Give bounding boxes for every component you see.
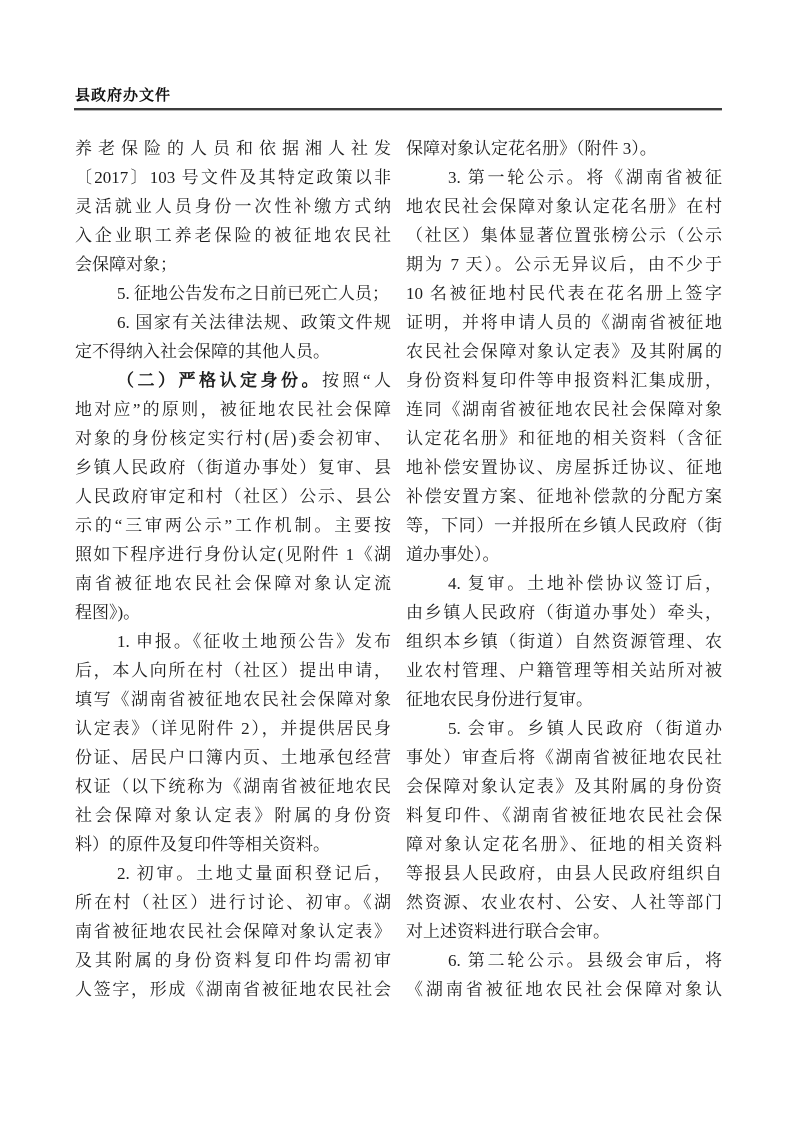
text-line: 料）的原件及复印件等相关资料。 [75,835,330,854]
text-line: 社会保障对象认定表》附属的身份资 [75,806,391,825]
paragraph [75,627,391,859]
text-line: 会保障对象； [75,255,177,274]
text-line: 南省被征地农民社会保障对象认定表》 [75,922,391,941]
paragraph [75,134,391,279]
text-line: 权证（以下统称为《湖南省被征地农民 [75,777,391,796]
paragraph [406,134,722,163]
paragraph [75,308,391,366]
text-line: 会保障对象认定表》及其附属的身份资 [406,777,722,796]
text-line: 地农民社会保障对象认定花名册》在村 [406,197,722,216]
text-line: 料复印件、《湖南省被征地农民社会保 [406,806,722,825]
paragraph [406,714,722,946]
paragraph [75,366,391,627]
paragraph [406,163,722,569]
text-line: 等，下同）一并报所在乡镇人民政府（街 [406,516,722,535]
right-text-column [406,134,722,1004]
text-line: 南省被征地农民社会保障对象认定流 [75,574,391,593]
text-line: 入企业职工养老保险的被征地农民社 [75,226,391,245]
header-rule [74,108,722,111]
text-line: 6. 第二轮公示。县级会审后，将 [448,951,722,970]
paragraph [75,279,391,308]
bold-lead-text: （二）严格认定身份。 [117,371,322,390]
text-line: 后，本人向所在村（社区）提出申请， [75,661,391,680]
text-line: （社区）集体显著位置张榜公示（公示 [406,226,722,245]
text-line: 证明，并将申请人员的《湖南省被征地 [406,313,722,332]
text-line: 然资源、农业农村、公安、人社等部门 [406,893,722,912]
text-line: 征地农民身份进行复审。 [406,690,593,709]
text-line: 期为 7 天）。公示无异议后，由不少于 [406,255,722,274]
text-line: （二）严格认定身份。按照“人 [117,371,392,390]
text-line: 等报县人民政府，由县人民政府组织自 [406,864,722,883]
text-line: 人民政府审定和村（社区）公示、县公 [75,487,391,506]
text-line: 照如下程序进行身份认定(见附件 1《湖 [75,545,391,564]
text-line: 农民社会保障对象认定表》及其附属的 [406,342,722,361]
left-text-column [75,134,391,1004]
text-line: 障对象认定花名册》、征地的相关资料 [406,835,722,854]
text-line: 2. 初审。土地丈量面积登记后， [117,864,391,883]
text-line: 地对应”的原则，被征地农民社会保障 [75,400,391,419]
paragraph [406,569,722,714]
text-line: 保障对象认定花名册》（附件 3）。 [406,139,657,158]
text-line: 对象的身份核定实行村(居)委会初审、 [75,429,391,448]
text-line: 认定表》（详见附件 2），并提供居民身 [75,719,391,738]
text-line: 及其附属的身份资料复印件均需初审 [75,951,391,970]
text-line: 填写《湖南省被征地农民社会保障对象 [75,690,391,709]
text-line: 人签字，形成《湖南省被征地农民社会 [75,980,391,999]
text-line: 〔2017〕103 号文件及其特定政策以非 [75,168,391,187]
text-line: 认定花名册》和征地的相关资料（含征 [406,429,722,448]
text-line: 6. 国家有关法律法规、政策文件规 [117,313,391,332]
text-line: 4. 复审。土地补偿协议签订后， [448,574,722,593]
text-line: 定不得纳入社会保障的其他人员。 [75,342,330,361]
text-line: 5. 会审。乡镇人民政府（街道办 [448,719,722,738]
text-line: 补偿安置方案、征地补偿款的分配方案 [406,487,722,506]
text-line: 所在村（社区）进行讨论、初审。《湖 [75,893,391,912]
text-line: 1. 申报。《征收土地预公告》发布 [117,632,391,651]
text-line: 身份资料复印件等申报资料汇集成册， [406,371,722,390]
text-line: 业农村管理、户籍管理等相关站所对被 [406,661,722,680]
text-line: 事处）审查后将《湖南省被征地农民社 [406,748,722,767]
text-line: 《湖南省被征地农民社会保障对象认 [406,980,722,999]
paragraph [406,946,722,1004]
text-line: 程图》)。 [75,603,141,622]
text-line: 灵活就业人员身份一次性补缴方式纳 [75,197,391,216]
text-line: 道办事处）。 [406,545,500,564]
text-line: 5. 征地公告发布之日前已死亡人员； [117,284,389,303]
document-header-label: 县政府办文件 [75,87,172,104]
text-line: 示的“三审两公示”工作机制。主要按 [75,516,391,535]
text-line: 3. 第一轮公示。将《湖南省被征 [448,168,722,187]
text-line: 地补偿安置协议、房屋拆迁协议、征地 [406,458,722,477]
paragraph [75,859,391,1004]
text-line: 10 名被征地村民代表在花名册上签字 [406,284,722,303]
text-line: 组织本乡镇（街道）自然资源管理、农 [406,632,722,651]
text-line: 由乡镇人民政府（街道办事处）牵头， [406,603,722,622]
text-line: 对上述资料进行联合会审。 [406,922,610,941]
text-line: 养老保险的人员和依据湘人社发 [75,139,391,158]
text-line: 乡镇人民政府（街道办事处）复审、县 [75,458,391,477]
text-line: 份证、居民户口簿内页、土地承包经营 [75,748,391,767]
text-line: 连同《湖南省被征地农民社会保障对象 [406,400,722,419]
